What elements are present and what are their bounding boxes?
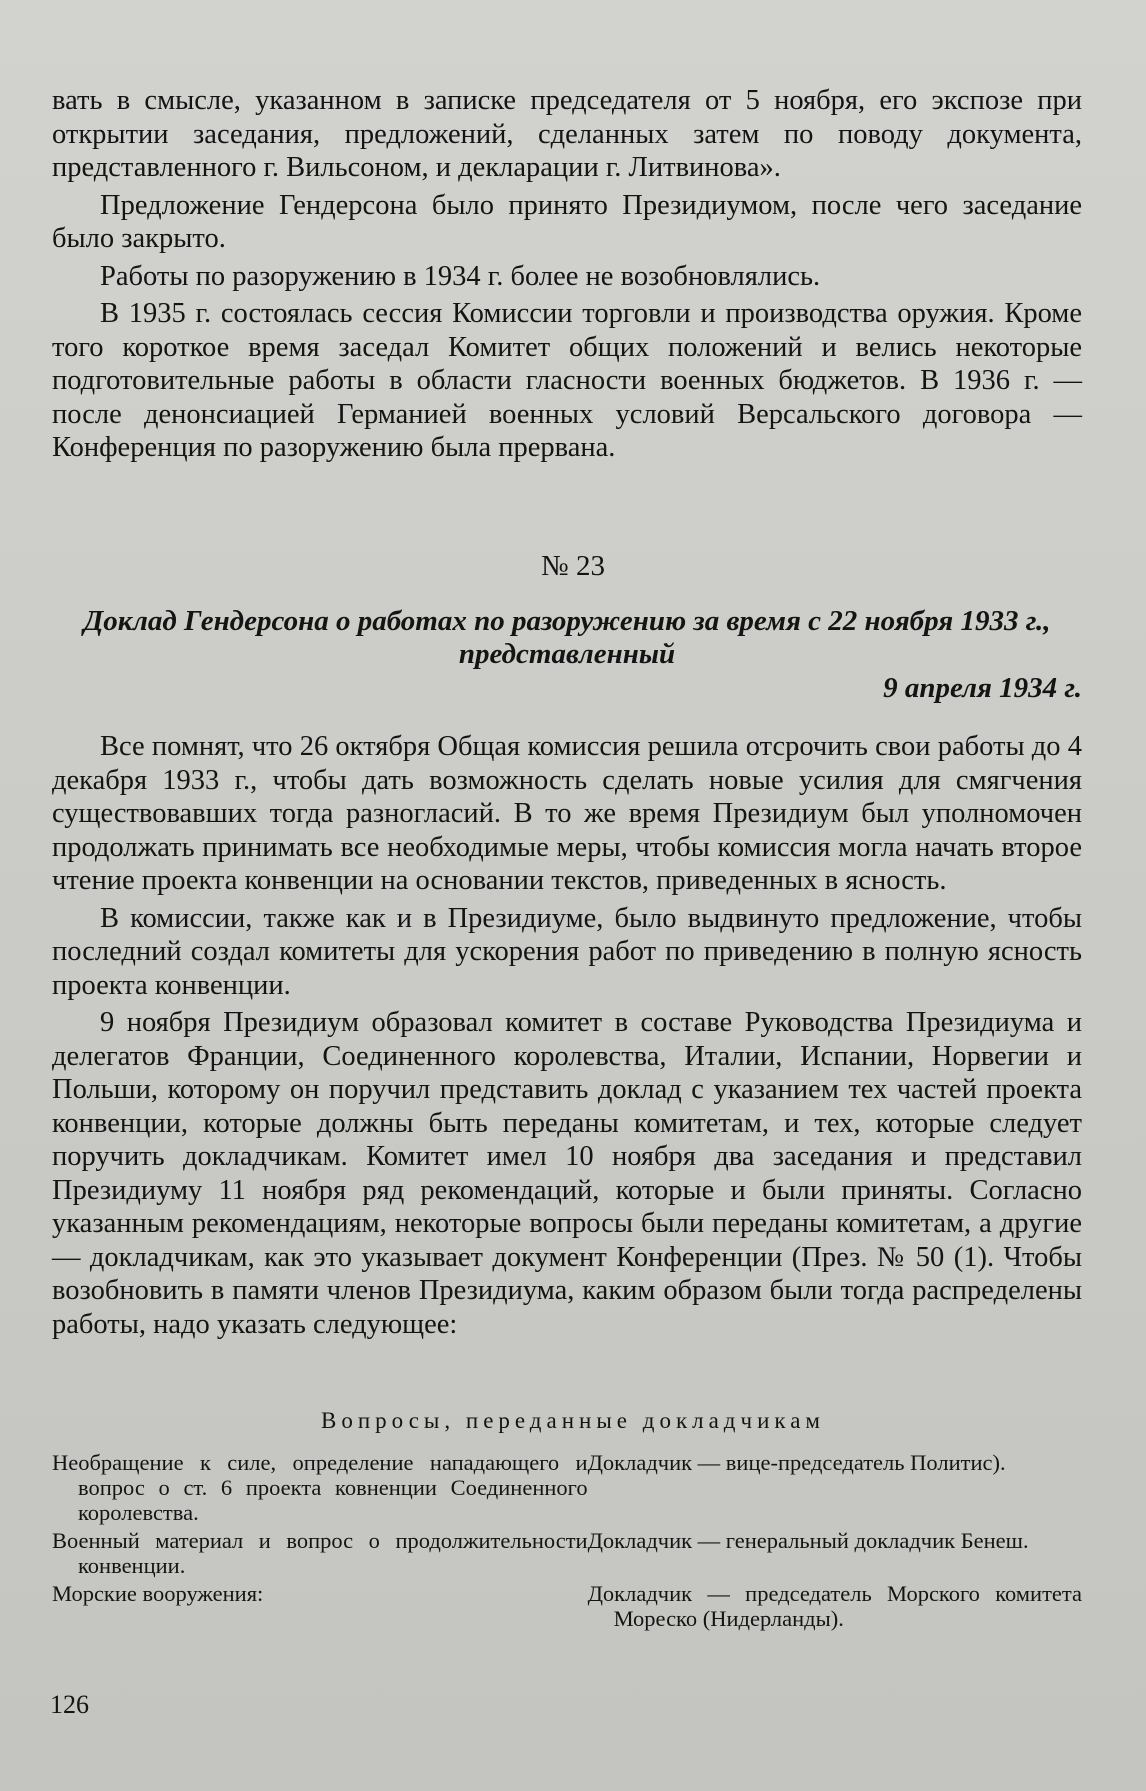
body-paragraph: 9 ноября Президиум образовал комитет в составе Руководства Президиума и делегатов Франции, Соединенного королевства, Италии, Испании, Норвегии и Польши, которому он поручил представить доклад с указанием тех частей проекта конвенции, которые должны быть переданы комитетам, и тех, которые следует поручить докладчикам. Комитет имел 10 ноября два заседания и представил Президиуму 11 ноября ряд рекомендаций, которые и были приняты. Согласно указанным рекомендациям, некоторые вопросы были переданы комитетам, а другие — докладчикам, как это указывает документ Конференции (През. № 50 (1). Чтобы возобновить в памяти членов Президиума, каким образом были тогда распределены работы, надо указать следующее: (52, 1007, 1082, 1340)
question-cell: Военный материал и вопрос о продолжительности конвенции. (52, 1528, 588, 1578)
intro-paragraph: Работы по разоружению в 1934 г. более не возобновлялись. (100, 260, 821, 292)
rapporteur-cell: Докладчик — председатель Морского комитета Мореско (Нидерланды). (587, 1581, 1082, 1631)
rapporteur-table (52, 1450, 1082, 1634)
rapporteur-cell: Докладчик — генеральный докладчик Бенеш. (587, 1528, 1029, 1553)
body-paragraph: В комиссии, также как и в Президиуме, было выдвинуто предложение, чтобы последний создал комитеты для ускорения работ по приведению в полную ясность проекта конвенции. (52, 902, 1082, 1001)
body-paragraph: Все помнят, что 26 октября Общая комиссия решила отсрочить свои работы до 4 декабря 1933 г., чтобы дать возможность сделать новые усилия для смягчения существовавших тогда разногласий. В то же время Президиум был уполномочен продолжать принимать все необходимые меры, чтобы комиссия могла начать второе чтение проекта конвенции на основании текстов, приведенных в ясность. (52, 731, 1082, 896)
intro-paragraph: Предложение Гендерсона было принято Президиумом, после чего заседание было закрыто. (52, 189, 1082, 254)
document-date: 9 апреля 1934 г. (883, 672, 1082, 704)
table-row (52, 1581, 1082, 1631)
intro-paragraph: В 1935 г. состоялась сессия Комиссии торговли и производства оружия. Кроме того короткое время заседал Комитет общих положений и велись некоторые подготовительные работы в области гласности военных бюджетов. В 1936 г. — после денонсиацией Германией военных условий Версальского договора — Конференция по разоружению была прервана. (52, 298, 1082, 463)
rapporteur-cell: Докладчик — вице-председатель Политис). (587, 1450, 1006, 1475)
body-text (52, 730, 1082, 1341)
question-cell: Необращение к силе, определение нападающего и вопрос о ст. 6 проекта ковненции Соединенного королевства. (52, 1450, 588, 1525)
page-number: 126 (50, 1690, 89, 1719)
intro-text (52, 84, 1082, 465)
table-row (52, 1450, 1082, 1525)
intro-paragraph: вать в смысле, указанном в записке председателя от 5 ноября, его экспозе при открытии заседания, предложений, сделанных затем по поводу документа, представленного г. Вильсоном, и декларации г. Литвинова». (52, 85, 1082, 183)
document-title: Доклад Гендерсона о работах по разоружению за время с 22 ноября 1933 г., представленный (83, 605, 1051, 670)
section-heading: Вопросы, переданные докладчикам (321, 1408, 825, 1433)
question-cell: Морские вооружения: (52, 1581, 264, 1606)
table-row (52, 1528, 1082, 1578)
document-number: № 23 (541, 550, 605, 582)
